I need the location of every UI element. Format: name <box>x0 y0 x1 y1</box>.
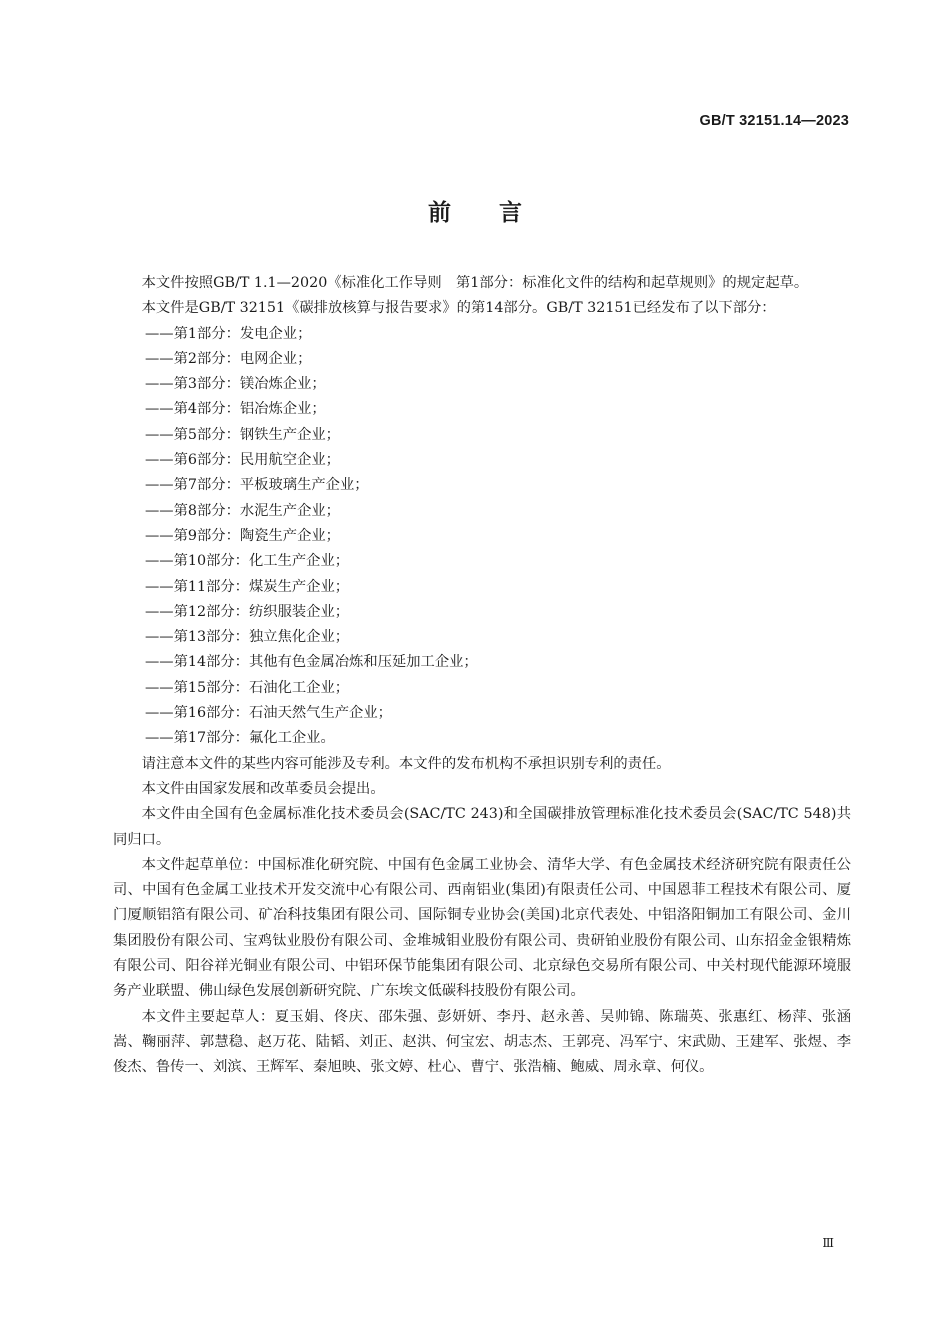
intro-paragraph: 本文件是GB/T 32151《碳排放核算与报告要求》的第14部分。GB/T 32151已经发布了以下部分： <box>141 300 776 317</box>
patent-notice: 请注意本文件的某些内容可能涉及专利。本文件的发布机构不承担识别专利的责任。 <box>141 755 671 772</box>
proposer-statement: 本文件由国家发展和改革委员会提出。 <box>141 780 385 797</box>
part-list-item: ——第17部分：氟化工企业。 <box>145 730 335 747</box>
drafting-persons: 本文件主要起草人：夏玉娟、佟庆、邵朱强、彭妍妍、李丹、赵永善、吴帅锦、陈瑞英、张惠红、杨萍、张涵嵩、鞠丽萍、郭慧稳、赵万花、陆韬、刘正、赵洪、何宝宏、胡志杰、王郭亮、冯军宁、宋武勋、王建军、张煜、李俊杰、鲁传一、刘滨、王辉军、秦旭映、张文婷、杜心、曹宁、张浩楠、鲍威、周永章、何仪。 <box>113 1008 851 1076</box>
part-list-item: ——第3部分：镁冶炼企业； <box>145 376 326 393</box>
part-list-item: ——第7部分：平板玻璃生产企业； <box>145 477 369 494</box>
part-list-item: ——第15部分：石油化工企业； <box>145 679 350 696</box>
part-list-item: ——第8部分：水泥生产企业； <box>145 502 340 519</box>
page-number: Ⅲ <box>822 1236 834 1250</box>
document-body <box>113 271 851 1081</box>
standard-number: GB/T 32151.14—2023 <box>699 113 849 129</box>
part-list-item: ——第13部分：独立焦化企业； <box>145 629 350 646</box>
part-list-item: ——第14部分：其他有色金属冶炼和压延加工企业； <box>145 654 478 671</box>
part-list-item: ——第16部分：石油天然气生产企业； <box>145 705 392 722</box>
part-list-item: ——第4部分：铝冶炼企业； <box>145 401 326 418</box>
drafting-organizations: 本文件起草单位：中国标准化研究院、中国有色金属工业协会、清华大学、有色金属技术经济研究院有限责任公司、中国有色金属工业技术开发交流中心有限公司、西南铝业(集团)有限责任公司、中国恩菲工程技术有限公司、厦门厦顺铝箔有限公司、矿冶科技集团有限公司、国际铜专业协会(美国)北京代表处、中铝洛阳铜加工有限公司、金川集团股份有限公司、宝鸡钛业股份有限公司、金堆城钼业股份有限公司、贵研铂业股份有限公司、山东招金金银精炼有限公司、阳谷祥光铜业有限公司、中铝环保节能集团有限公司、北京绿色交易所有限公司、中关村现代能源环境服务产业联盟、佛山绿色发展创新研究院、广东埃文低碳科技股份有限公司。 <box>113 856 851 1000</box>
administration-statement: 本文件由全国有色金属标准化技术委员会(SAC/TC 243)和全国碳排放管理标准化技术委员会(SAC/TC 548)共同归口。 <box>113 806 851 848</box>
part-list-item: ——第10部分：化工生产企业； <box>145 553 350 570</box>
part-list-item: ——第2部分：电网企业； <box>145 350 312 367</box>
part-list-item: ——第6部分：民用航空企业； <box>145 452 340 469</box>
part-list-item: ——第9部分：陶瓷生产企业； <box>145 527 340 544</box>
page-title: 前 言 <box>427 200 522 226</box>
intro-paragraph: 本文件按照GB/T 1.1—2020《标准化工作导则 第1部分：标准化文件的结构和起草规则》的规定起草。 <box>141 275 809 291</box>
part-list-item: ——第11部分：煤炭生产企业； <box>145 578 350 595</box>
part-list-item: ——第5部分：钢铁生产企业； <box>145 426 340 443</box>
part-list-item: ——第12部分：纺织服装企业； <box>145 603 350 620</box>
part-list-item: ——第1部分：发电企业； <box>145 325 312 342</box>
